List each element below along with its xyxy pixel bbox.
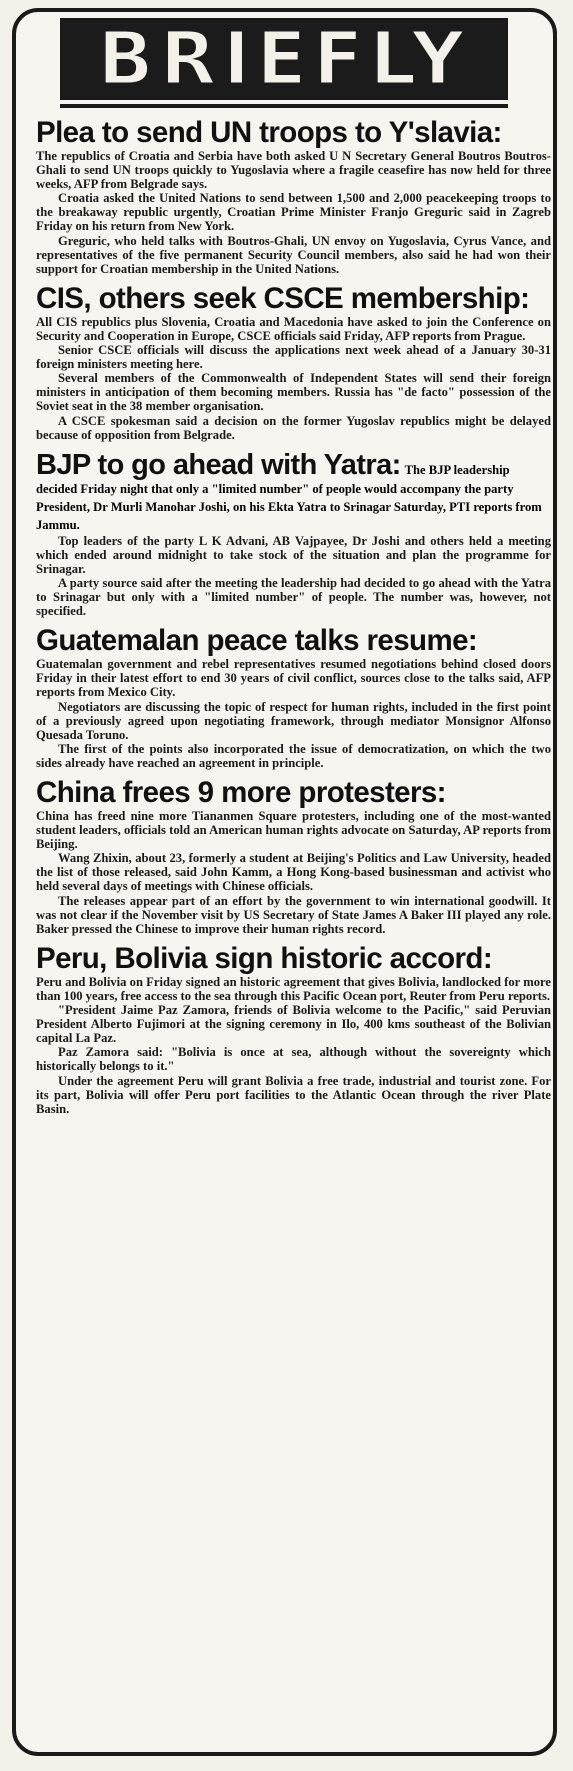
story-guatemala <box>36 626 551 770</box>
story-paragraph: Top leaders of the party L K Advani, AB Vajpayee, Dr Joshi and others held a meeting which ended around midnight to take stock of the situation and plan the programme for Srinagar. <box>36 533 551 576</box>
story-un-troops <box>36 118 551 276</box>
story-paragraph: Peru and Bolivia on Friday signed an historic agreement that gives Bolivia, landlocked for more than 100 years, free access to the sea through this Pacific Ocean port, Reuter from Peru reports. <box>36 974 551 1003</box>
story-peru-bolivia <box>36 941 551 1116</box>
story-paragraph: Under the agreement Peru will grant Bolivia a free trade, industrial and tourist zone. For its part, Bolivia will offer Peru port facilities to the Atlantic Ocean through the river Plate Basin. <box>36 1073 551 1116</box>
story-paragraph: Negotiators are discussing the topic of respect for human rights, included in the first point of a previously agreed upon negotiating framework, through mediator Monsignor Alfonso Quesada Toruno. <box>36 699 551 742</box>
story-paragraph: The republics of Croatia and Serbia have both asked U N Secretary General Boutros Boutros-Ghali to send UN troops quickly to Yugoslavia where a fragile ceasefire has now held for three weeks, AFP from Belgrade says. <box>36 149 551 192</box>
news-column <box>36 118 551 1124</box>
story-headline: BJP to go ahead with Yatra: <box>36 448 401 481</box>
story-paragraph: Greguric, who held talks with Boutros-Ghali, UN envoy on Yugoslavia, Cyrus Vance, and representatives of the five permanent Security Council members, also said he had won their support for Croatian membership in the United Nations. <box>36 233 551 276</box>
masthead-rule <box>60 104 508 108</box>
story-headline: China frees 9 more protesters: <box>36 776 446 809</box>
story-paragraph: Senior CSCE officials will discuss the applications next week ahead of a January 30-31 foreign ministers meeting here. <box>36 343 551 372</box>
story-paragraph: Wang Zhixin, about 23, formerly a student at Beijing's Politics and Law University, headed the list of those released, said John Kamm, a Hong Kong-based businessman and activist who held several days of meetings with Chinese officials. <box>36 851 551 894</box>
masthead-banner <box>60 18 508 100</box>
story-paragraph: Guatemalan government and rebel representatives resumed negotiations behind closed doors Friday in their latest effort to end 30 years of civil conflict, sources close to the talks said, AFP reports from Mexico City. <box>36 657 551 700</box>
story-headline: Plea to send UN troops to Y'slavia: <box>36 116 502 149</box>
story-lead-text: The BJP leadership decided Friday night that only a "limited number" of people would accompany the party President, Dr Murli Manohar Joshi, on his Ekta Yatra to Srinagar Saturday, PTI reports from Jammu. <box>36 462 542 532</box>
story-paragraph: Several members of the Commonwealth of Independent States will send their foreign ministers in anticipation of them becoming members. Russia has "de facto" possession of the Soviet seat in the 38 member organisation. <box>36 371 551 414</box>
story-headline: Guatemalan peace talks resume: <box>36 624 478 658</box>
story-paragraph: A party source said after the meeting the leadership had decided to go ahead with the Yatra to Srinagar but only with a "limited number" of people. The number was, however, not specified. <box>36 575 551 619</box>
story-headline: CIS, others seek CSCE membership: <box>36 281 530 315</box>
masthead-title: BRIEFLY <box>97 18 471 100</box>
story-paragraph: A CSCE spokesman said a decision on the former Yugoslav republics might be delayed because of opposition from Belgrade. <box>36 413 551 442</box>
story-paragraph: The first of the points also incorporated the issue of democratization, on which the two sides already have reached an agreement in principle. <box>36 741 551 770</box>
story-paragraph: The releases appear part of an effort by the government to win international goodwill. It was not clear if the November visit by US Secretary of State James A Baker III played any role. Baker pressed the Chinese to improve their human rights record. <box>36 893 551 936</box>
story-paragraph: China has freed nine more Tiananmen Square protesters, including one of the most-wanted student leaders, officials told an American human rights advocate on Saturday, AP reports from Beijing. <box>36 809 551 852</box>
story-china <box>36 778 551 936</box>
story-bjp-yatra <box>36 450 551 619</box>
story-paragraph: Croatia asked the United Nations to send between 1,500 and 2,000 peacekeeping troops to the breakaway republic urgently, Croatian Prime Minister Franjo Greguric said in Zagreb Friday on his return from New York. <box>36 191 551 234</box>
story-headline: Peru, Bolivia sign historic accord: <box>36 941 493 975</box>
story-paragraph: Paz Zamora said: "Bolivia is once at sea, although without the sovereignty which historically belongs to it." <box>36 1045 551 1074</box>
story-paragraph: All CIS republics plus Slovenia, Croatia and Macedonia have asked to join the Conference on Security and Cooperation in Europe, CSCE officials said Friday, AFP reports from Prague. <box>36 314 551 343</box>
story-csce <box>36 281 551 442</box>
story-paragraph: "President Jaime Paz Zamora, friends of Bolivia welcome to the Pacific," said Peruvian President Alberto Fujimori at the signing ceremony in Ilo, 400 kms southeast of the Bolivian capital La Paz. <box>36 1003 551 1046</box>
